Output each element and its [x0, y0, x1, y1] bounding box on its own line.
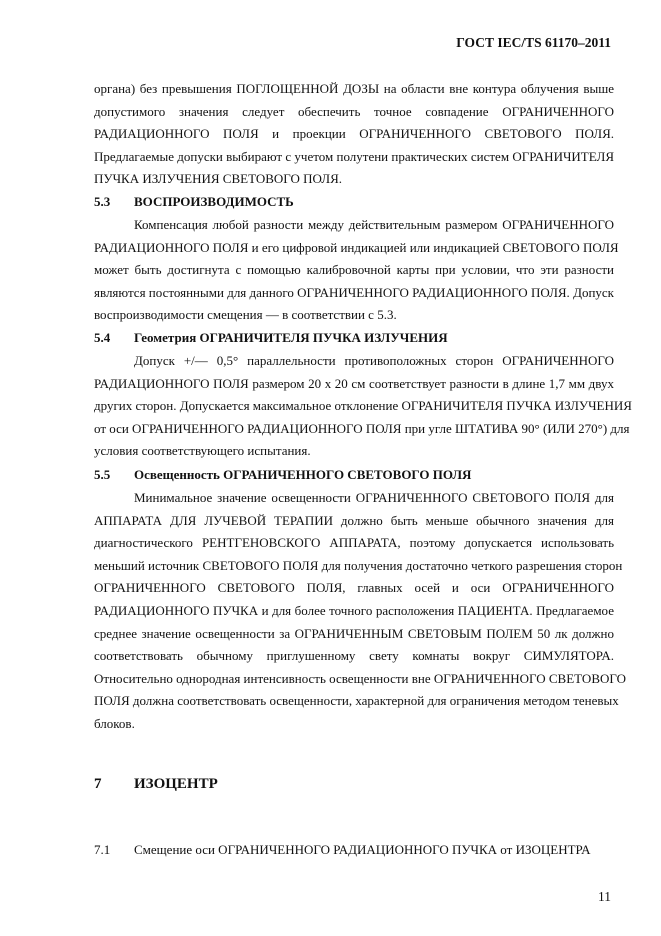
section-heading-5-3	[94, 191, 614, 214]
text-line: ПОЛЯ должна соответствовать освещенности, характерной для ограничения методом теневых	[94, 693, 619, 709]
section-number: 5.4	[94, 330, 111, 345]
section-heading-5-5	[94, 464, 614, 487]
section-number: 5.5	[94, 467, 111, 482]
paragraph-5-5	[94, 487, 626, 736]
text-line: условия соответствующего испытания.	[94, 443, 311, 459]
paragraph-intro	[94, 78, 614, 191]
page-number: 11	[598, 889, 611, 904]
text-line: РАДИАЦИОННОГО ПОЛЯ и его цифровой индикацией или индикацией СВЕТОВОГО ПОЛЯ	[94, 239, 619, 255]
text-line: допустимого значения следует обеспечить точное совпадение ОГРАНИЧЕННОГО	[94, 103, 614, 119]
text-line: от оси ОГРАНИЧЕННОГО РАДИАЦИОННОГО ПОЛЯ при угле ШТАТИВА 90° (ИЛИ 270°) для	[94, 420, 630, 436]
text-line: ПУЧКА ИЗЛУЧЕНИЯ СВЕТОВОГО ПОЛЯ.	[94, 171, 342, 187]
section-number: 5.3	[94, 194, 111, 209]
text-line: ОГРАНИЧЕННОГО СВЕТОВОГО ПОЛЯ, главных осей и оси ОГРАНИЧЕННОГО	[94, 580, 614, 596]
text-line: Предлагаемые допуски выбирают с учетом полутени практических систем ОГРАНИЧИТЕЛЯ	[94, 148, 614, 164]
section-title: ИЗОЦЕНТР	[134, 776, 218, 792]
text-line: среднее значение освещенности за ОГРАНИЧЕННЫМ СВЕТОВЫМ ПОЛЕМ 50 лк должно	[94, 625, 614, 641]
paragraph-5-4	[94, 350, 632, 463]
text-line: РАДИАЦИОННОГО ПУЧКА и для более точного расположения ПАЦИЕНТА. Предлагаемое	[94, 602, 614, 618]
text-line: РАДИАЦИОННОГО ПОЛЯ размером 20 х 20 см соответствует разности в длине 1,7 мм двух	[94, 375, 614, 391]
section-number: 7.1	[94, 842, 111, 857]
section-title: Освещенность ОГРАНИЧЕННОГО СВЕТОВОГО ПОЛЯ	[134, 467, 472, 482]
text-line: меньший источник СВЕТОВОГО ПОЛЯ для получения достаточно четкого разрешения сторон	[94, 557, 623, 573]
text-line: являются постоянными для данного ОГРАНИЧЕННОГО РАДИАЦИОННОГО ПОЛЯ. Допуск	[94, 284, 614, 300]
text-line: диагностического РЕНТГЕНОВСКОГО АППАРАТА, поэтому допускается использовать	[94, 535, 614, 551]
section-title: Геометрия ОГРАНИЧИТЕЛЯ ПУЧКА ИЗЛУЧЕНИЯ	[134, 330, 448, 345]
text-line: органа) без превышения ПОГЛОЩЕННОЙ ДОЗЫ на области вне контура облучения выше	[94, 81, 614, 96]
section-heading-7	[94, 776, 614, 793]
text-line: Допуск +/— 0,5° параллельности противоположных сторон ОГРАНИЧЕННОГО	[134, 353, 614, 368]
text-line: Относительно однородная интенсивность освещенности вне ОГРАНИЧЕННОГО СВЕТОВОГО	[94, 670, 626, 686]
text-line: блоков.	[94, 715, 135, 731]
text-line: АППАРАТА ДЛЯ ЛУЧЕВОЙ ТЕРАПИИ должно быть меньше обычного значения для	[94, 512, 614, 528]
text-line: других сторон. Допускается максимальное отклонение ОГРАНИЧИТЕЛЯ ПУЧКА ИЗЛУЧЕНИЯ	[94, 398, 632, 414]
text-line: воспроизводимости смещения — в соответствии с 5.3.	[94, 307, 397, 323]
text-line: РАДИАЦИОННОГО ПОЛЯ и проекции ОГРАНИЧЕННОГО СВЕТОВОГО ПОЛЯ.	[94, 126, 614, 142]
section-number: 7	[94, 776, 102, 792]
text-line: соответствовать обычному приглушенному свету комнаты вокруг СИМУЛЯТОРА.	[94, 648, 614, 664]
section-title: ВОСПРОИЗВОДИМОСТЬ	[134, 194, 294, 209]
paragraph-5-3	[94, 214, 619, 327]
text-line: Компенсация любой разности между действительным размером ОГРАНИЧЕННОГО	[134, 217, 614, 232]
section-heading-7-1	[94, 842, 614, 858]
section-heading-5-4	[94, 327, 614, 350]
text-line: Минимальное значение освещенности ОГРАНИЧЕННОГО СВЕТОВОГО ПОЛЯ для	[134, 490, 614, 505]
document-header: ГОСТ IEC/TS 61170–2011	[456, 35, 611, 50]
text-line: может быть достигнута с помощью калибровочной карты при условии, что эти разности	[94, 262, 614, 278]
section-title: Смещение оси ОГРАНИЧЕННОГО РАДИАЦИОННОГО ПУЧКА от ИЗОЦЕНТРА	[134, 842, 591, 857]
